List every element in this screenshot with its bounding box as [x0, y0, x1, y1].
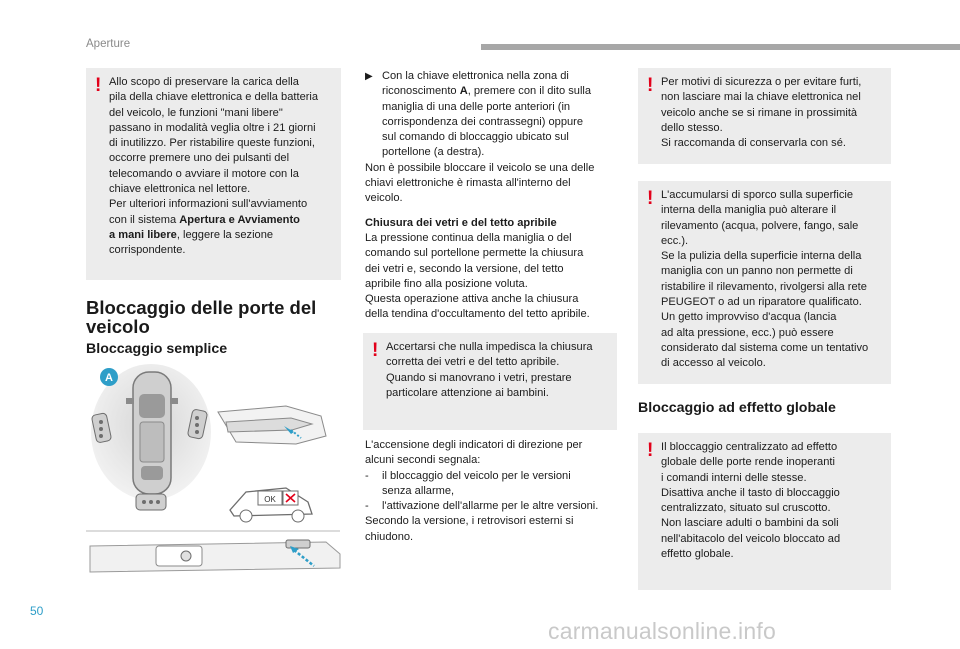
warning-text: Per motivi di sicurezza o per evitare furti, non lasciare mai la chiave elettronica nel veicolo anche se si rimane in prossimità dello stesso. Si raccomanda di conservarla con sé. — [661, 76, 862, 150]
label-a: A — [105, 372, 113, 384]
list-item: - il bloccaggio del veicolo per le versioni senza allarme, — [365, 469, 571, 497]
tailgate-view — [90, 540, 340, 572]
bullet-marker-icon: ▶ — [365, 71, 373, 82]
warning-icon: ! — [647, 188, 654, 209]
warning-box-windows — [363, 333, 617, 430]
warning-box-dirt — [638, 181, 891, 384]
subheading-windows: Chiusura dei vetri e del tetto apribile — [365, 216, 557, 229]
watermark: carmanualsonline.info — [548, 618, 776, 644]
hand-on-door-handle — [218, 406, 326, 444]
indicators-text: L'accensione degli indicatori di direzione per alcuni secondi segnala: - il bloccaggio del veicolo per le versioni senza allarme, - l'attivazione dell'allarme per le altre versioni. Secondo la versione, i retrovisori esterni si chiudono. — [365, 438, 623, 545]
key-fob-bottom — [136, 494, 166, 510]
section-heading-locking: Bloccaggio delle porte del veicolo — [86, 297, 317, 337]
locking-illustration — [86, 364, 346, 589]
warning-box-security — [638, 68, 891, 164]
car-side-view — [230, 488, 312, 522]
section-title: Aperture — [86, 38, 131, 50]
warning-text: Allo scopo di preservare la carica della pila della chiave elettronica e della batteria del veicolo, le funzioni "mani libere" passano in modalità veglia oltre i 21 giorni di inutilizzo. Per ristabilire queste funzioni, occorre premere uno dei pulsanti del telecomando o avviare il motore con la chiave elettronica nel lettore. Per ulteriori informazioni sull'avviamento con il sistema Apertura e Avviamento a mani libere, leggere la sezione corrispondente. — [109, 76, 319, 257]
ok-label: OK — [264, 495, 276, 504]
warning-icon: ! — [647, 75, 654, 96]
instruction-bullet: ▶ Con la chiave elettronica nella zona di riconoscimento A, premere con il dito sulla maniglia di una delle porte anteriori (in corrispondenza dei contrassegni) oppure sul comando di bloccaggio ubicato sul portellone (a destra). — [365, 70, 592, 159]
list-item: - l'attivazione dell'allarme per le altre versioni. — [365, 500, 599, 513]
page-number: 50 — [30, 604, 44, 618]
warning-text: Il bloccaggio centralizzato ad effetto globale delle porte rende inoperanti i comandi interni delle stesse. Disattiva anche il tasto di bloccaggio centralizzato, situato sul cruscotto. Non lasciare adulti o bambini da soli nell'abitacolo del veicolo bloccato ad effetto globale. — [661, 441, 841, 561]
warning-text: Accertarsi che nulla impedisca la chiusura corretta dei vetri e del tetto apribile. Quando si manovrano i vetri, prestare particolare attenzione ai bambini. — [386, 341, 593, 399]
header-bar — [481, 44, 960, 50]
warning-box-global — [638, 433, 891, 590]
column-two-text — [365, 69, 620, 323]
warning-icon: ! — [372, 340, 379, 361]
paragraph-key-inside: Non è possibile bloccare il veicolo se una delle chiavi elettroniche è rimasta all'interno del veicolo. — [365, 161, 595, 205]
warning-icon: ! — [647, 440, 654, 461]
warning-box-standby — [86, 68, 341, 280]
warning-icon: ! — [95, 75, 102, 96]
paragraph-windows: La pressione continua della maniglia o del comando sul portellone permette la chiusura dei vetri e, secondo la versione, del tetto apribile fino alla posizione voluta. Questa operazione attiva anche la chiusura della tendina d'occultamento del tetto apribile. — [365, 231, 590, 321]
car-top-view — [126, 372, 178, 494]
warning-text: L'accumularsi di sporco sulla superficie interna della maniglia può alterare il rilevamento (acqua, polvere, fango, sale ecc.). Se la pulizia della superficie interna della maniglia con un panno non permette di ristabilire il rilevamento, rivolgersi alla rete PEUGEOT o ad un riparatore qualificato. Un getto improvviso d'acqua (lancia ad alta pressione, ecc.) può essere considerato dal sistema come un tentativo di accesso al veicolo. — [661, 189, 869, 370]
subheading-global-locking: Bloccaggio ad effetto globale — [638, 400, 836, 416]
subheading-simple-locking: Bloccaggio semplice — [86, 341, 228, 357]
